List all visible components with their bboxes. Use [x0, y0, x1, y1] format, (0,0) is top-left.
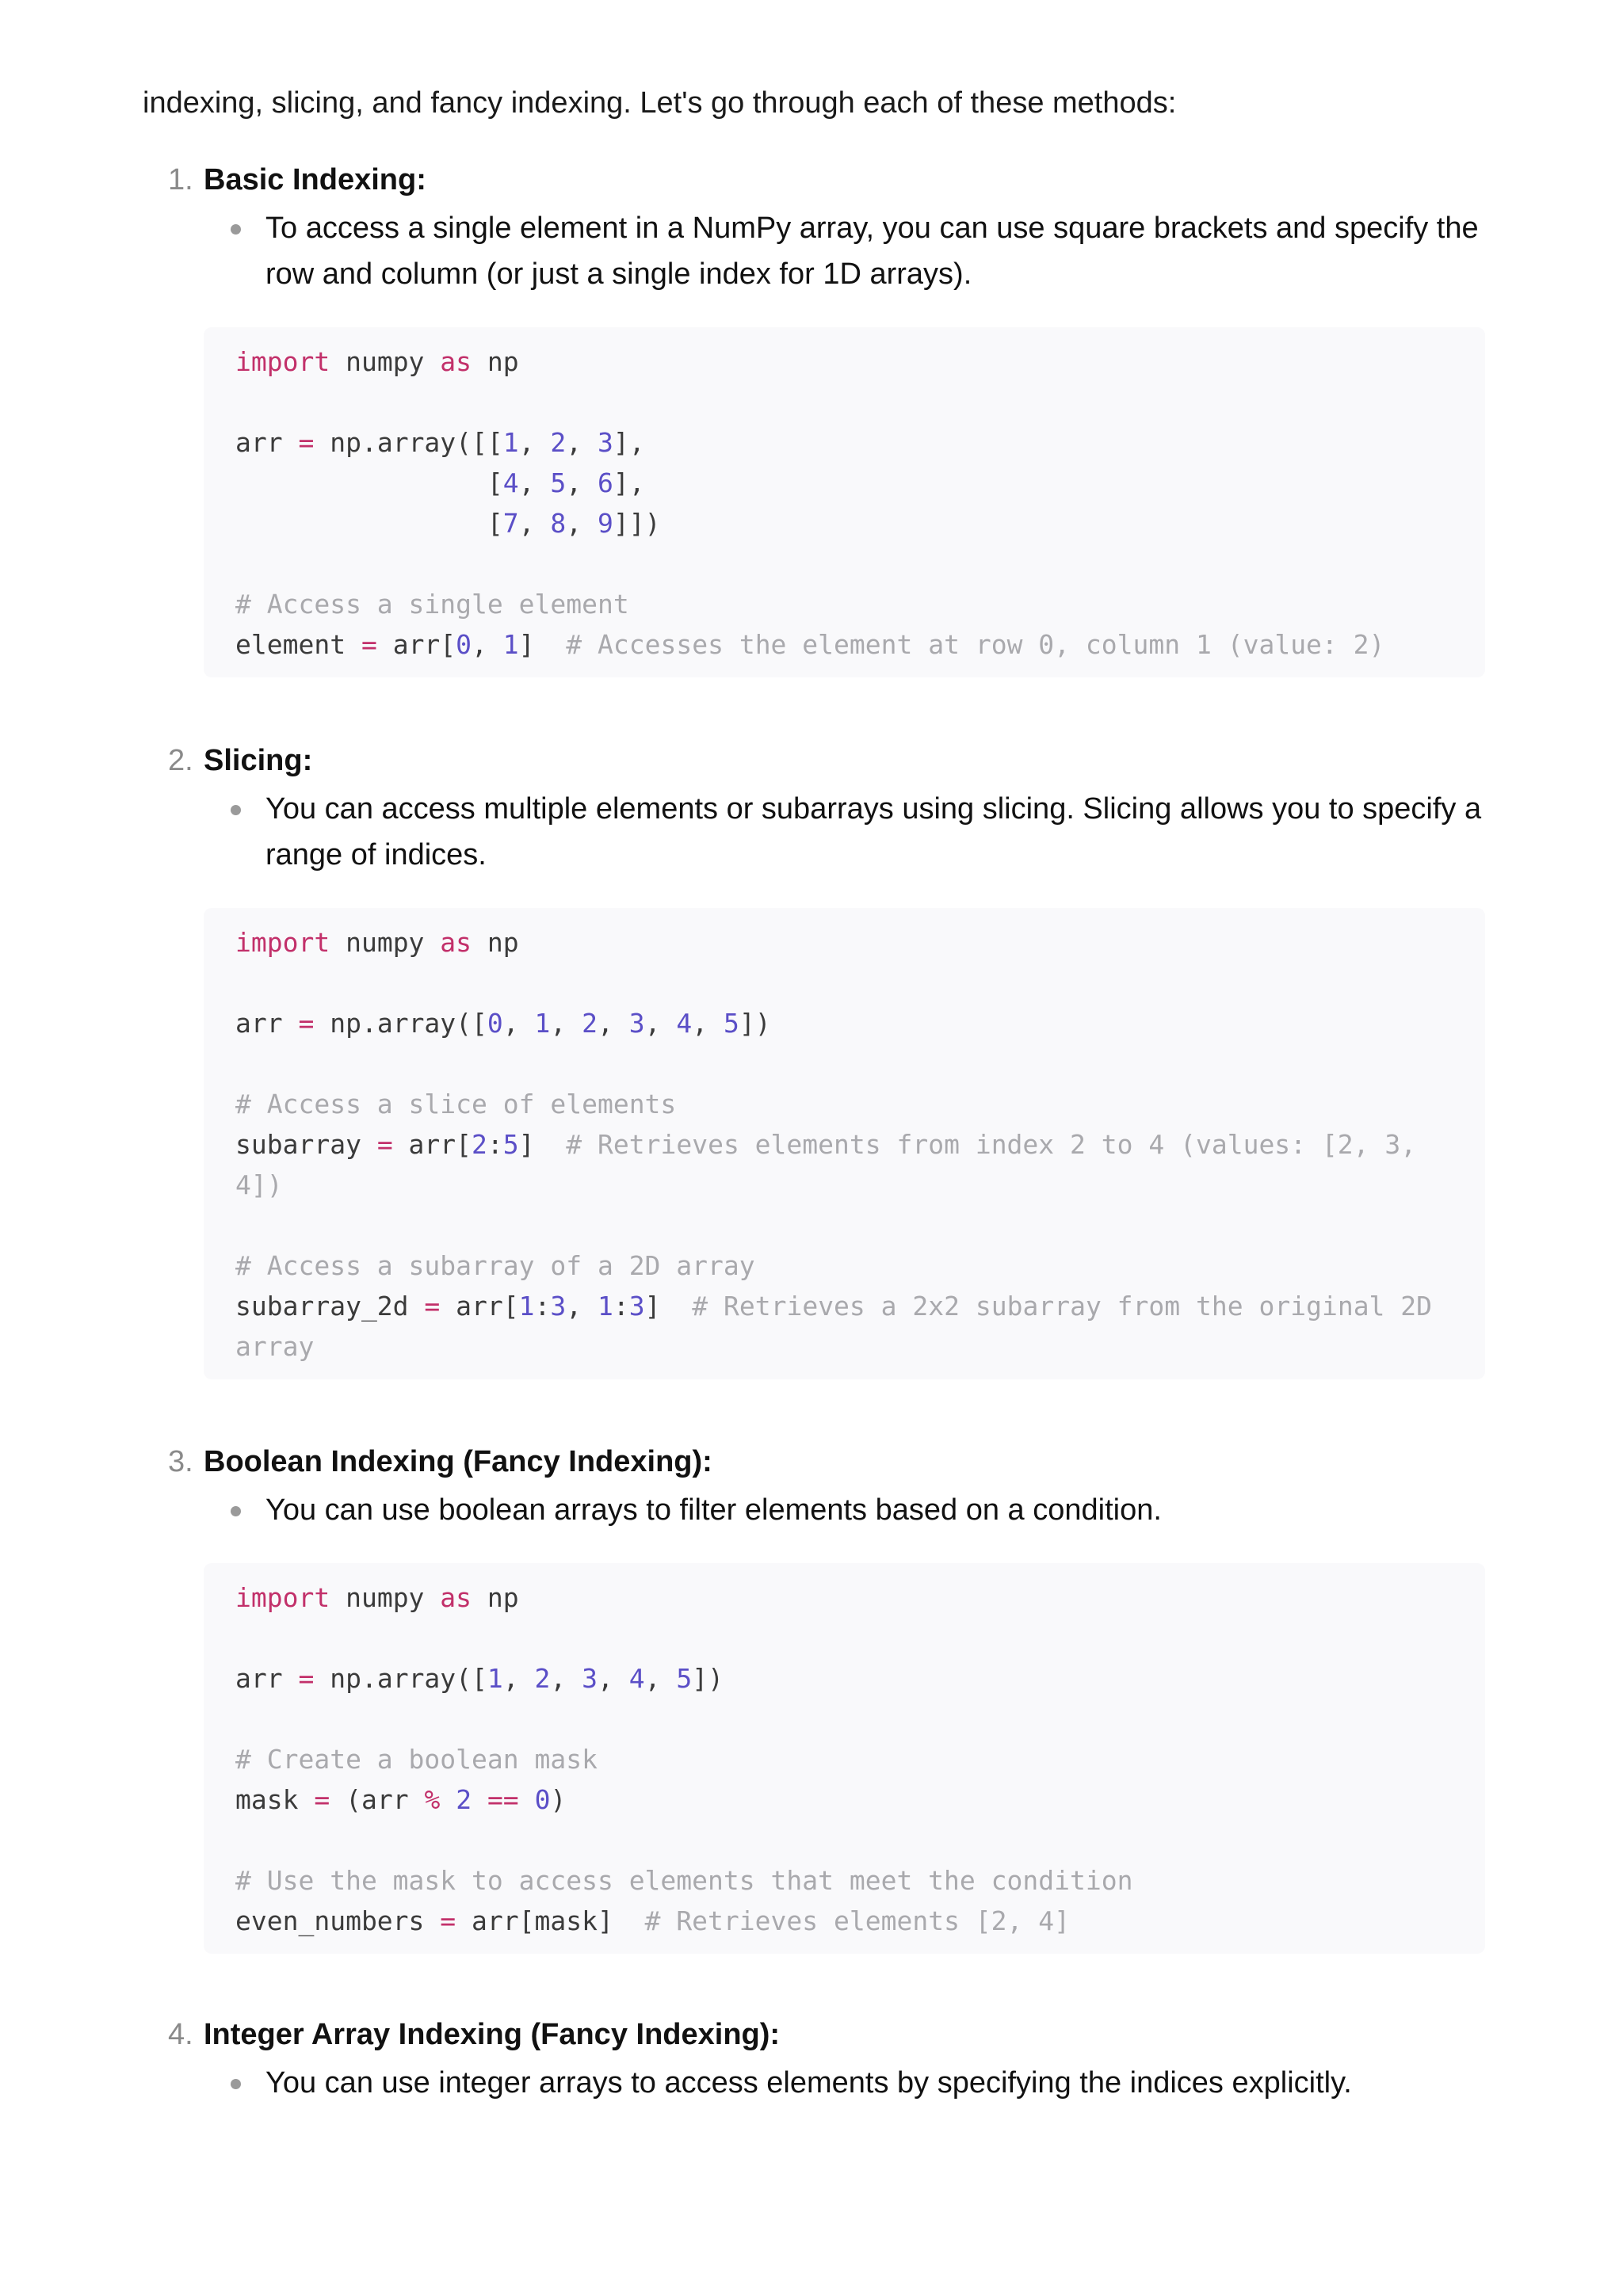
code-line: subarray = arr[2:5] # Retrieves elements from index 2 to 4 (values: [2, 3, 4])	[235, 1129, 1432, 1200]
section-title: Slicing:	[204, 744, 313, 777]
section-heading	[143, 738, 1490, 783]
code-block[interactable]	[204, 1563, 1485, 1954]
code-line: subarray_2d = arr[1:3, 1:3] # Retrieves a 2x2 subarray from the original 2D array	[235, 1291, 1448, 1362]
list-number: 3.	[168, 1445, 193, 1478]
bullet-item	[204, 786, 1502, 878]
code-line	[235, 1618, 1453, 1658]
code-line: [4, 5, 6],	[235, 467, 645, 498]
code-line: import numpy as np	[235, 927, 519, 958]
code-line: arr = np.array([0, 1, 2, 3, 4, 5])	[235, 1008, 771, 1039]
section-title: Integer Array Indexing (Fancy Indexing):	[204, 2018, 781, 2051]
bullet-item	[204, 1487, 1502, 1533]
bullet-icon	[231, 2079, 241, 2089]
section-slicing	[143, 738, 1490, 1379]
bullet-text: To access a single element in a NumPy array, you can use square brackets and specify the row and column (or just a single index for 1D arrays).	[265, 212, 1479, 291]
bullet-text: You can use integer arrays to access elements by specifying the indices explicitly.	[265, 2066, 1352, 2100]
code-line: element = arr[0, 1] # Accesses the element at row 0, column 1 (value: 2)	[235, 629, 1385, 660]
code-line	[235, 1205, 1453, 1245]
list-number: 1.	[168, 163, 193, 196]
code-line: [7, 8, 9]])	[235, 508, 661, 539]
bullet-icon	[231, 224, 241, 235]
code-line: # Create a boolean mask	[235, 1744, 598, 1775]
bullet-item	[204, 205, 1502, 297]
list-number: 2.	[168, 744, 193, 777]
code-line: # Access a single element	[235, 589, 629, 620]
section-basic-indexing	[143, 158, 1490, 677]
section-integer-array-indexing	[143, 2012, 1490, 2106]
bullet-icon	[231, 1506, 241, 1516]
code-line	[235, 963, 1453, 1003]
bullet-icon	[231, 805, 241, 815]
code-line: arr = np.array([[1, 2, 3],	[235, 427, 645, 458]
section-boolean-indexing	[143, 1440, 1490, 1954]
code-line	[235, 543, 1453, 584]
code-line: import numpy as np	[235, 1582, 519, 1613]
code-line	[235, 1699, 1453, 1739]
section-title: Basic Indexing:	[204, 163, 426, 196]
code-line	[235, 1043, 1453, 1084]
bullet-text: You can use boolean arrays to filter elements based on a condition.	[265, 1493, 1162, 1527]
bullet-item	[204, 2060, 1502, 2106]
intro-text: indexing, slicing, and fancy indexing. Let's go through each of these methods:	[143, 86, 1177, 120]
code-line: # Access a slice of elements	[235, 1089, 677, 1119]
section-heading	[143, 2012, 1490, 2057]
code-line: # Access a subarray of a 2D array	[235, 1250, 755, 1281]
code-line	[235, 382, 1453, 422]
code-line: mask = (arr % 2 == 0)	[235, 1784, 567, 1815]
section-heading	[143, 158, 1490, 202]
code-block[interactable]	[204, 908, 1485, 1379]
code-block[interactable]	[204, 327, 1485, 677]
code-line	[235, 1820, 1453, 1860]
list-number: 4.	[168, 2018, 193, 2051]
code-line: even_numbers = arr[mask] # Retrieves elements [2, 4]	[235, 1905, 1071, 1936]
section-heading	[143, 1440, 1490, 1484]
section-title: Boolean Indexing (Fancy Indexing):	[204, 1445, 712, 1478]
code-line: arr = np.array([1, 2, 3, 4, 5])	[235, 1663, 724, 1694]
code-line: # Use the mask to access elements that meet the condition	[235, 1865, 1133, 1896]
code-line: import numpy as np	[235, 346, 519, 377]
bullet-text: You can access multiple elements or subarrays using slicing. Slicing allows you to specify a range of indices.	[265, 792, 1482, 871]
